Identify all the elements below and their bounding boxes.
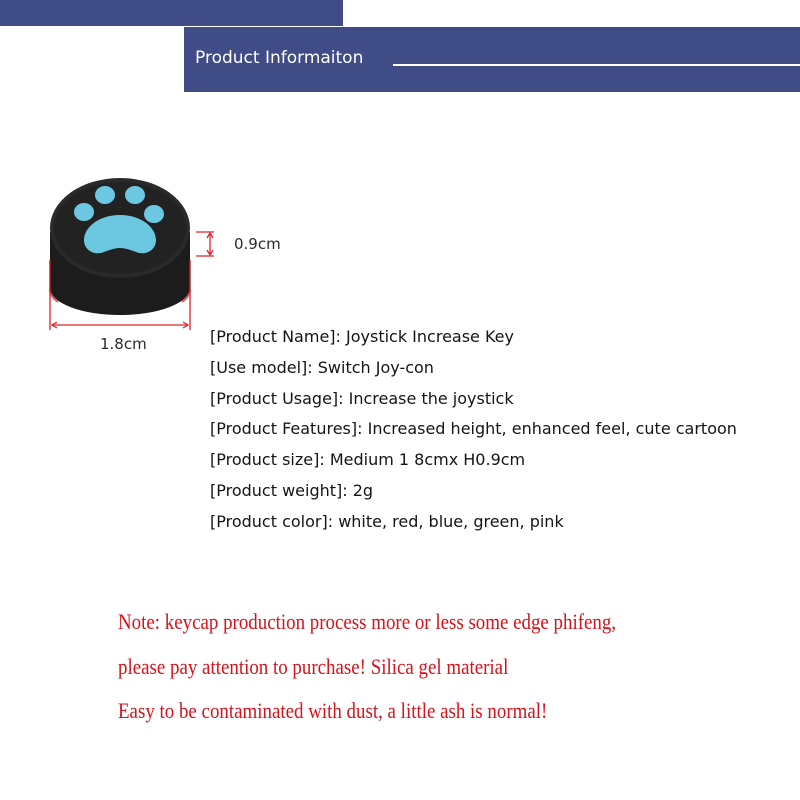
- spec-product-usage: [Product Usage]: Increase the joystick: [210, 388, 514, 408]
- section-title: Product Informaiton: [195, 48, 364, 68]
- note-line: Easy to be contaminated with dust, a little ash is normal!: [118, 698, 548, 723]
- product-specs-list: [210, 322, 737, 538]
- spec-product-features: [Product Features]: Increased height, enhanced feel, cute cartoon: [210, 419, 737, 439]
- height-dimension-marker: [196, 232, 214, 256]
- note-line: Note: keycap production process more or less some edge phifeng,: [118, 609, 617, 634]
- note-line: please pay attention to purchase! Silica gel material: [118, 653, 509, 679]
- spec-product-color: [Product color]: white, red, blue, green, pink: [210, 511, 564, 531]
- spec-product-size: [Product size]: Medium 1 8cmx H0.9cm: [210, 450, 526, 470]
- spec-use-model: [Use model]: Switch Joy-con: [210, 357, 434, 377]
- header-accent-bar: [0, 0, 343, 26]
- height-dimension-label: 0.9cm: [234, 235, 281, 253]
- spec-product-name: [Product Name]: Joystick Increase Key: [210, 327, 514, 346]
- notes-block: [118, 600, 697, 734]
- width-dimension-label: 1.8cm: [100, 335, 147, 353]
- header-divider-line: [393, 64, 800, 66]
- spec-product-weight: [Product weight]: 2g: [210, 480, 374, 500]
